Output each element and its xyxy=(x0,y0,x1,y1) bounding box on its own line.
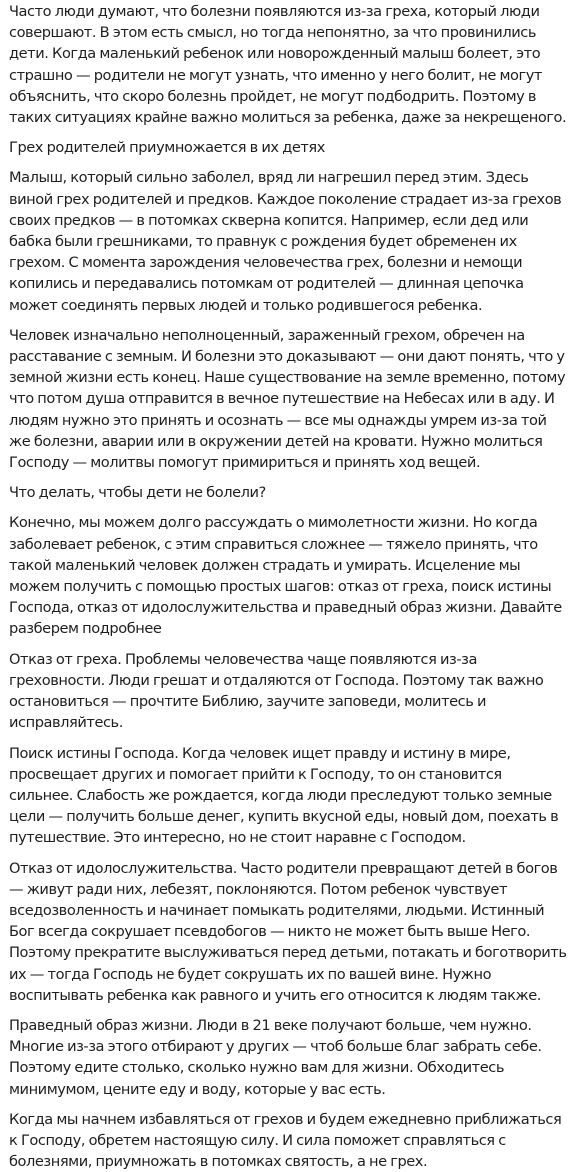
paragraph-renounce-sin: Отказ от греха. Проблемы человечества чаще появляются из-за греховности. Люди грешат и отдаляются от Господа. Поэтому так важно остановиться — прочтите Библию, заучите заповеди, молитесь и исправляйтесь. xyxy=(9,650,544,732)
paragraph-seek-truth: Поиск истины Господа. Когда человек ищет правду и истину в мире, просвещает других и помогает прийти к Господу, то он становится сильнее. Слабость же рождается, когда люди преследуют только земные цели — получить больше денег, купить вкусной еды, новый дом, поехать в путешествие. Это интересно, но не стоит наравне с Господом. xyxy=(9,744,559,847)
section-heading-parents-sin: Грех родителей приумножается в их детях xyxy=(9,139,325,157)
paragraph-renounce-idolatry: Отказ от идолослужительства. Часто родители превращают детей в богов — живут ради них, лебезят, поклоняются. Потом ребенок чувствует вседозволенность и начинает помыкать родителями, людьми. Истинный Бог всегда сокрушает псевдобогов — никто не может быть выше Него. Поэтому прекратите выслуживаться перед детьми, потакать и боготворить их — тогда Господь не будет сокрушать их по вашей вине. Нужно воспитывать ребенка как равного и учить его относится к людям также. xyxy=(9,859,567,1004)
paragraph-mortality: Человек изначально неполноценный, зараженный грехом, обречен на расставание с земным. И болезни это доказывают — они дают понять, что у земной жизни есть конец. Наше существование на земле временно, потому что потом душа отправится в вечное путешествие на Небесах или в аду. И людям нужно это принять и осознать — все мы однажды умрем из-за той же болезни, аварии или в окружении детей на кровати. Нужно молиться Господу — молитвы помогут примириться и принять ход вещей. xyxy=(9,326,566,472)
paragraph-healing-steps: Конечно, мы можем долго рассуждать о мимолетности жизни. Но когда заболевает ребенок, с этим справиться сложнее — тяжело принять, что такой маленький человек должен страдать и умирать. Исцеление мы можем получить с помощью простых шагов: отказ от греха, поиск истины Господа, отказ от идолослужительства и праведный образ жизни. Давайте разберем подробнее xyxy=(9,514,562,638)
paragraph-conclusion: Когда мы начнем избавляться от грехов и будем ежедневно приближаться к Господу, обретем настоящую силу. И сила поможет справляться с болезнями, приумножать в потомках святость, а не грех. xyxy=(9,1110,562,1171)
paragraph-righteous-life: Праведный образ жизни. Люди в 21 веке получают больше, чем нужно. Многие из-за этого отбирают у других — чтоб больше благ забрать себе. Поэтому едите столько, сколько нужно вам для жизни. Обходитесь минимумом, цените еду и воду, которые у вас есть. xyxy=(9,1016,542,1098)
paragraph-ancestors-sin: Малыш, который сильно заболел, вряд ли нагрешил перед этим. Здесь виной грех родителей и предков. Каждое поколение страдает из-за грехов своих предков — в потомках скверна копится. Например, если дед или бабка были грешниками, то правнук с рождения будет обременен их грехом. С момента зарождения человечества грех, болезни и немощи копились и передавались потомкам от родителей — длинная цепочка может соединять первых людей и только родившегося ребенка. xyxy=(9,169,562,314)
paragraph-intro: Часто люди думают, что болезни появляются из-за греха, который люди совершают. В этом есть смысл, но тогда непонятно, за что провинились дети. Когда маленький ребенок или новорожденный малыш болеет, это страшно — родители не могут узнать, что именно у него болит, не могут объяснить, что скоро болезнь пройдет, не могут подбодрить. Поэтому в таких ситуациях крайне важно молиться за ребенка, даже за некрещеного. xyxy=(9,3,567,127)
section-heading-what-to-do: Что делать, чтобы дети не болели? xyxy=(9,484,266,502)
